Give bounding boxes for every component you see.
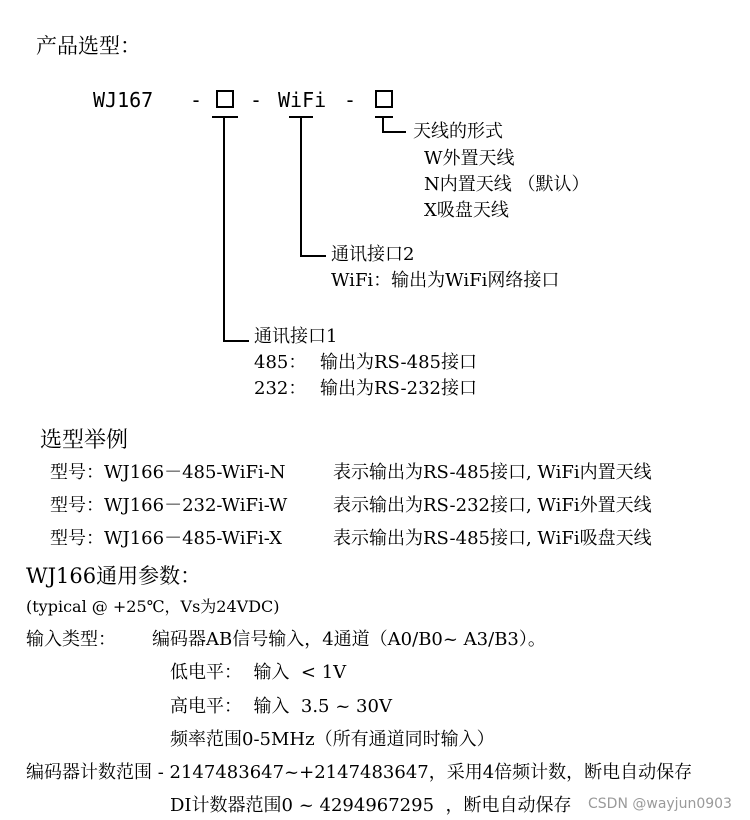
interface2-title: 通讯接口2 [331,244,415,265]
antenna-bracket-top [375,116,393,118]
interface1-bracket-top [212,116,238,118]
interface1-desc-485: 输出为RS-485接口 [320,352,477,373]
antenna-option-w: W外置天线 [424,148,515,169]
frequency-range: 频率范围0-5MHz（所有通道同时输入） [170,729,495,750]
example-desc-1: 表示输出为RS-485接口, WiFi内置天线 [333,462,652,483]
model-base: WJ167 [93,88,154,112]
model-dash-3: - [344,88,357,112]
model-wifi: WiFi [278,88,327,112]
example-model-1: 型号：WJ166－485-WiFi-N [50,462,286,483]
wifi-line-vertical [300,116,302,256]
antenna-title: 天线的形式 [413,121,503,142]
interface1-title: 通讯接口1 [254,326,338,347]
antenna-option-x: X吸盘天线 [424,200,509,221]
interface1-code-232: 232： [254,378,307,399]
interface2-option-wifi: WiFi：输出为WiFi网络接口 [331,270,560,291]
high-level: 高电平： 输入 3.5 ~ 30V [170,696,392,717]
interface1-code-485: 485： [254,352,307,373]
example-desc-3: 表示输出为RS-485接口, WiFi吸盘天线 [333,528,652,549]
low-level: 低电平： 输入 < 1V [170,662,347,683]
encoder-count-range: 编码器计数范围 - 2147483647~+2147483647，采用4倍频计数，断电自动保存 [26,762,693,783]
wifi-line-horizontal [300,255,326,257]
model-dash-2: - [250,88,263,112]
antenna-option-n: N内置天线 （默认） [424,174,590,195]
option-box-interface1 [216,90,234,108]
example-model-3: 型号：WJ166－485-WiFi-X [50,528,282,549]
option-box-antenna [375,90,393,108]
examples-heading: 选型举例 [40,428,129,453]
interface1-desc-232: 输出为RS-232接口 [320,378,477,399]
interface1-line-vertical [223,116,225,341]
selection-heading: 产品选型： [36,34,141,58]
input-type-label: 输入类型： [26,629,116,650]
input-type-value: 编码器AB信号输入，4通道（A0/B0~ A3/B3）。 [152,629,546,650]
watermark: CSDN @wayjun0903 [588,796,732,812]
antenna-line-vertical [382,116,384,132]
model-dash-1: - [190,88,203,112]
di-counter-range: DI计数器范围0 ~ 4294967295 ，断电自动保存 [170,795,572,816]
params-heading: WJ166通用参数： [26,564,202,588]
params-condition: (typical @ +25℃，Vs为24VDC) [26,597,280,616]
antenna-line-horizontal [382,131,406,133]
example-desc-2: 表示输出为RS-232接口, WiFi外置天线 [333,495,652,516]
example-model-2: 型号：WJ166－232-WiFi-W [50,495,288,516]
interface1-line-horizontal [223,340,249,342]
